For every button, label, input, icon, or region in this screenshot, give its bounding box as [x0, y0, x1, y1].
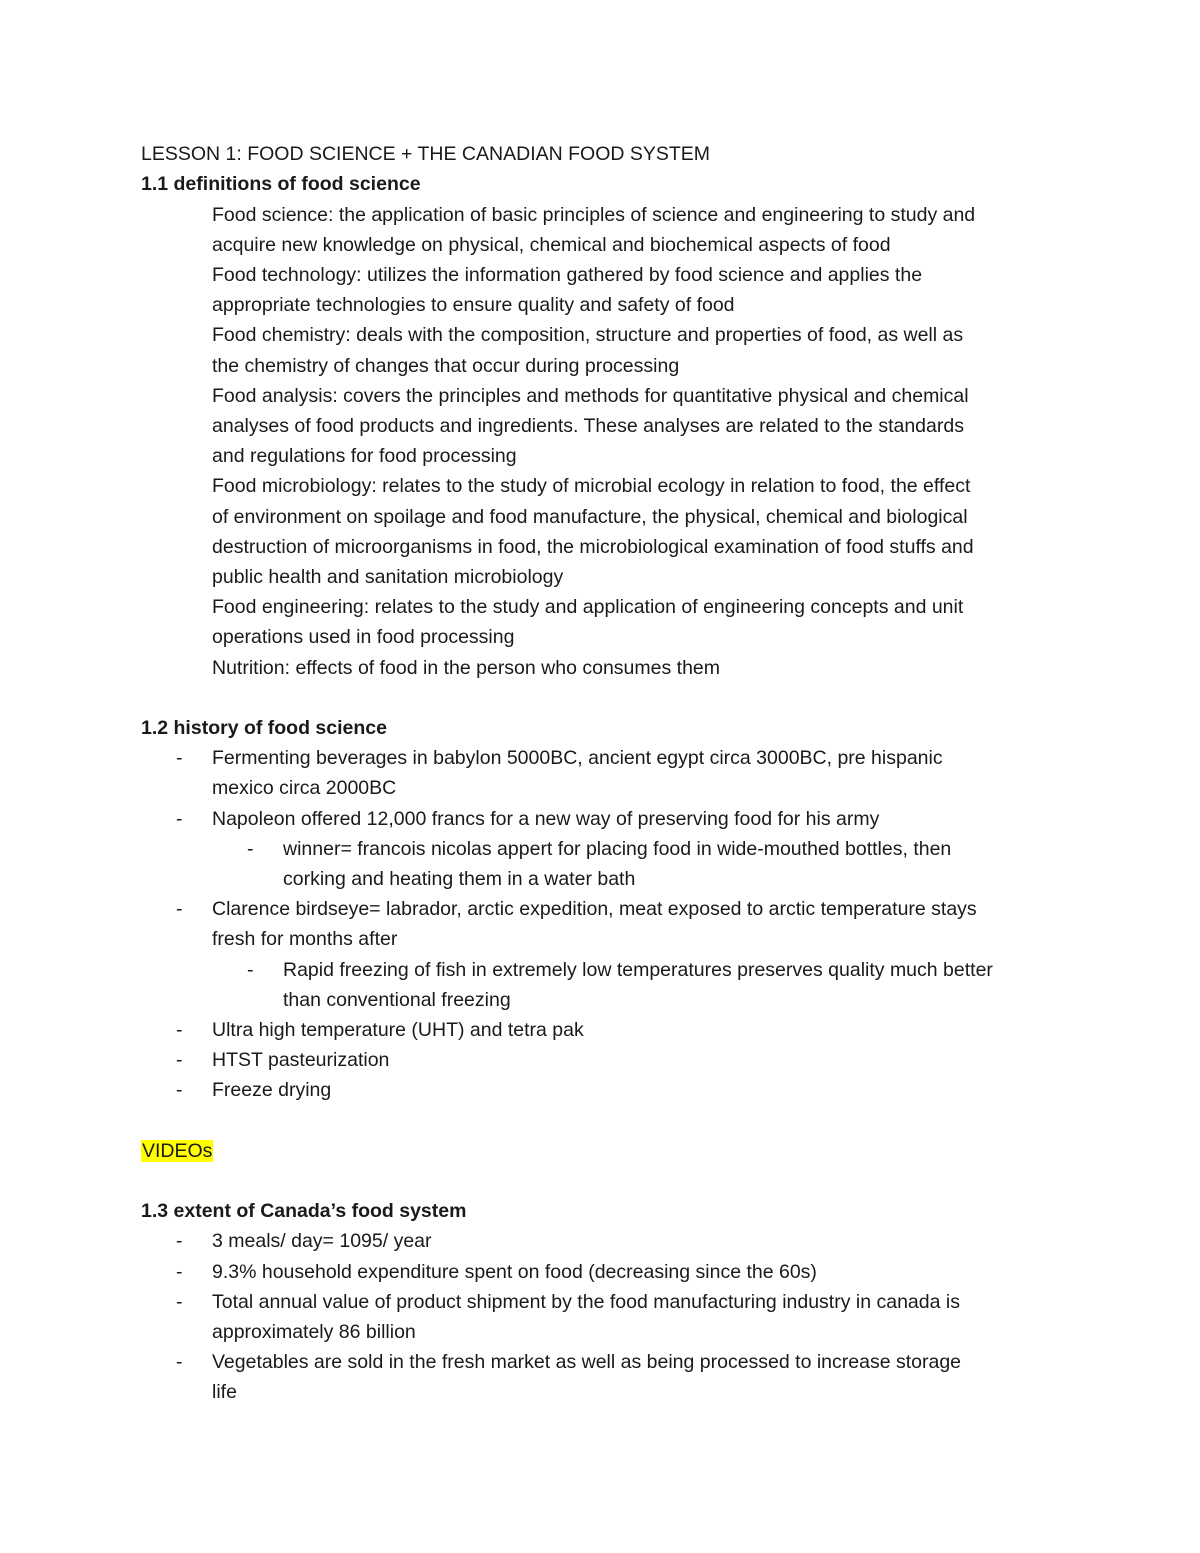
list-item-line: approximately 86 billion	[212, 1321, 416, 1343]
section-heading-history: 1.2 history of food science	[141, 717, 387, 739]
bullet-dash: -	[176, 1261, 183, 1283]
lesson-title: LESSON 1: FOOD SCIENCE + THE CANADIAN FOOD SYSTEM	[141, 143, 711, 165]
definition-line: operations used in food processing	[212, 626, 515, 648]
section-heading-definitions: 1.1 definitions of food science	[141, 173, 421, 195]
section-heading-canada-food-system: 1.3 extent of Canada’s food system	[141, 1200, 467, 1222]
list-item-line: Ultra high temperature (UHT) and tetra pak	[212, 1019, 584, 1041]
bullet-dash: -	[176, 747, 183, 769]
list-item-line: Napoleon offered 12,000 francs for a new way of preserving food for his army	[212, 808, 880, 830]
definition-line: Food technology: utilizes the information gathered by food science and applies the	[212, 264, 923, 286]
definition-line: and regulations for food processing	[212, 445, 517, 467]
list-item-line: 3 meals/ day= 1095/ year	[212, 1230, 432, 1252]
list-item-line: fresh for months after	[212, 928, 398, 950]
definition-line: appropriate technologies to ensure quality and safety of food	[212, 294, 735, 316]
bullet-dash: -	[176, 1049, 183, 1071]
bullet-dash: -	[176, 808, 183, 830]
sub-bullet-dash: -	[247, 959, 254, 981]
list-item-line: Vegetables are sold in the fresh market as well as being processed to increase storage	[212, 1351, 962, 1373]
bullet-dash: -	[176, 1019, 183, 1041]
definition-line: public health and sanitation microbiology	[212, 566, 564, 588]
videos-highlight	[141, 1136, 213, 1166]
list-item-line: Total annual value of product shipment by the food manufacturing industry in canada is	[212, 1291, 960, 1313]
bullet-dash: -	[176, 1230, 183, 1252]
definition-line: destruction of microorganisms in food, the microbiological examination of food stuffs and	[212, 536, 974, 558]
bullet-dash: -	[176, 1291, 183, 1313]
definition-line: Food analysis: covers the principles and methods for quantitative physical and chemical	[212, 385, 969, 407]
definition-line: analyses of food products and ingredients. These analyses are related to the standards	[212, 415, 964, 437]
bullet-dash: -	[176, 1079, 183, 1101]
list-item-line: Clarence birdseye= labrador, arctic expedition, meat exposed to arctic temperature stays	[212, 898, 977, 920]
list-item-line: Freeze drying	[212, 1079, 332, 1101]
videos-label: VIDEOs	[142, 1140, 213, 1162]
sub-list-item-line: winner= francois nicolas appert for placing food in wide-mouthed bottles, then	[283, 838, 952, 860]
definition-line: Food microbiology: relates to the study of microbial ecology in relation to food, the effect	[212, 475, 971, 497]
list-item-line: HTST pasteurization	[212, 1049, 390, 1071]
definition-line: Nutrition: effects of food in the person who consumes them	[212, 657, 720, 679]
bullet-dash: -	[176, 1351, 183, 1373]
list-item-line: Fermenting beverages in babylon 5000BC, ancient egypt circa 3000BC, pre hispanic	[212, 747, 943, 769]
definition-line: the chemistry of changes that occur during processing	[212, 355, 680, 377]
sub-bullet-dash: -	[247, 838, 254, 860]
sub-list-item-line: Rapid freezing of fish in extremely low temperatures preserves quality much better	[283, 959, 993, 981]
sub-list-item-line: corking and heating them in a water bath	[283, 868, 636, 890]
bullet-dash: -	[176, 898, 183, 920]
definition-line: Food engineering: relates to the study and application of engineering concepts and unit	[212, 596, 964, 618]
definition-line: acquire new knowledge on physical, chemical and biochemical aspects of food	[212, 234, 891, 256]
definition-line: Food science: the application of basic principles of science and engineering to study and	[212, 204, 976, 226]
list-item-line: 9.3% household expenditure spent on food (decreasing since the 60s)	[212, 1261, 817, 1283]
definition-line: of environment on spoilage and food manufacture, the physical, chemical and biological	[212, 506, 968, 528]
list-item-line: mexico circa 2000BC	[212, 777, 397, 799]
definition-line: Food chemistry: deals with the composition, structure and properties of food, as well as	[212, 324, 964, 346]
sub-list-item-line: than conventional freezing	[283, 989, 511, 1011]
list-item-line: life	[212, 1381, 237, 1403]
